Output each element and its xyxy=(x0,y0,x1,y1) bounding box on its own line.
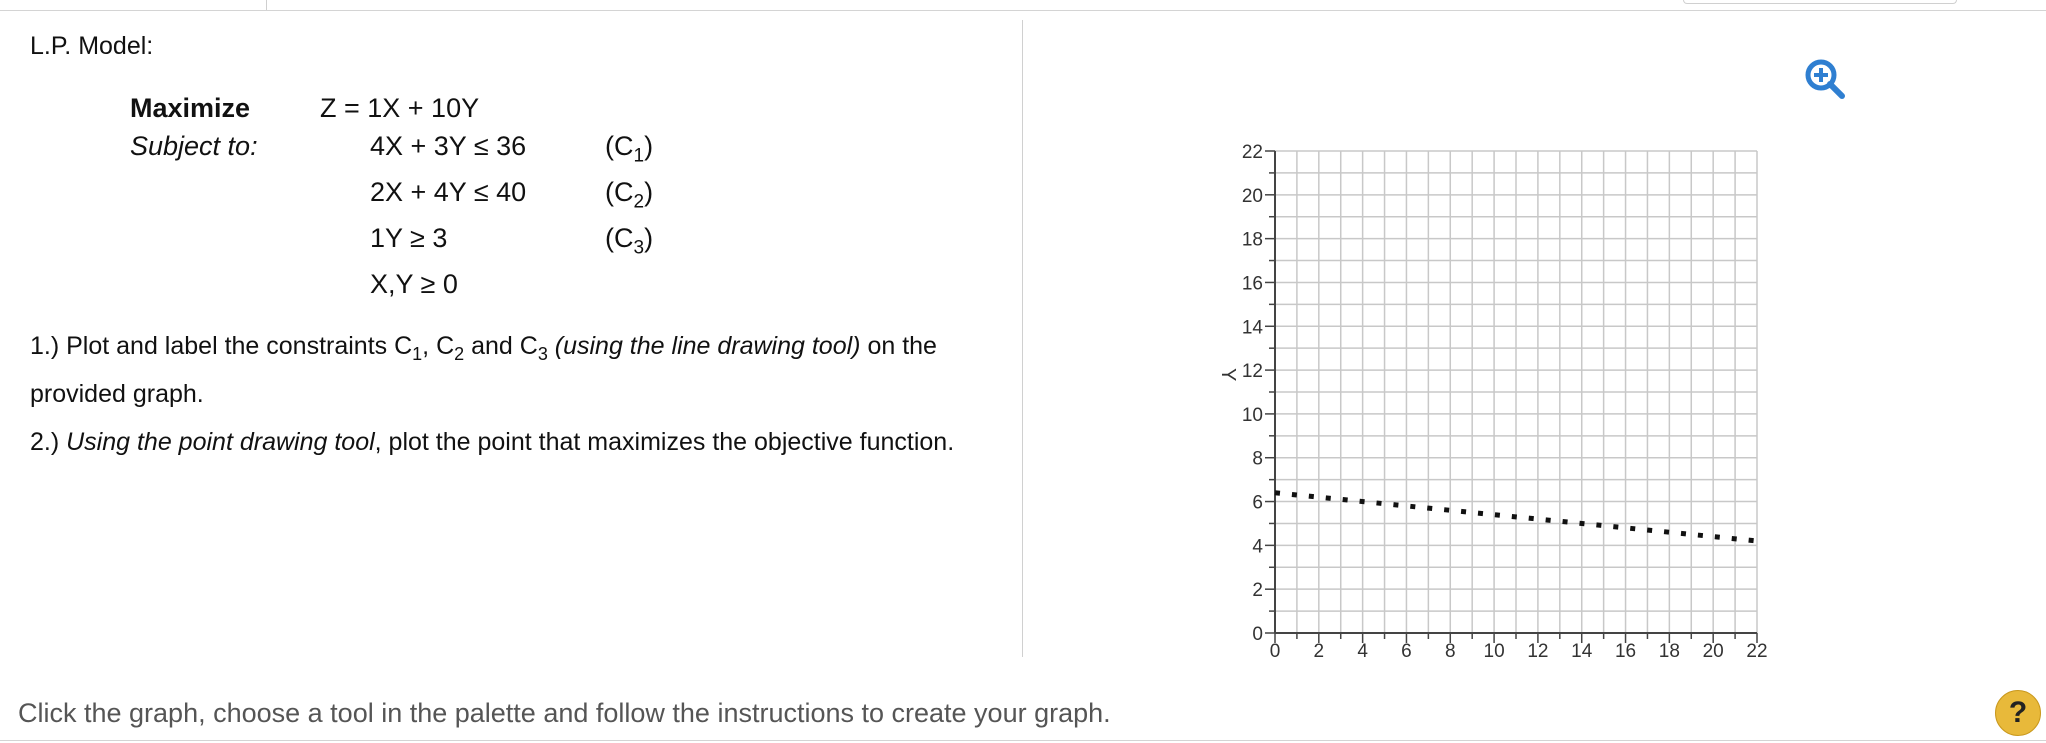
x-tick-label: 20 xyxy=(1702,641,1724,660)
x-tick-label: 4 xyxy=(1357,641,1368,660)
graph-tick-labels xyxy=(1242,142,1768,660)
x-tick-label: 12 xyxy=(1527,641,1549,660)
y-tick-label: 6 xyxy=(1252,492,1263,514)
constraint-2-expr: 2X + 4Y ≤ 40 xyxy=(370,177,527,207)
x-tick-label: 6 xyxy=(1401,641,1412,660)
model-title: L.P. Model: xyxy=(30,32,154,60)
y-tick-label: 0 xyxy=(1252,624,1263,645)
instruction-1: 1.) Plot and label the constraints $C_1$, $C_2$ and $C_3$ (using the line drawing tool) on the provided graph. xyxy=(30,332,937,408)
x-tick-label: 16 xyxy=(1614,641,1637,660)
top-tab-edge xyxy=(1683,0,1957,4)
y-tick-label: 2 xyxy=(1252,580,1263,602)
zoom-in-icon xyxy=(1804,58,1846,100)
tab-divider xyxy=(266,0,267,10)
bottom-border xyxy=(0,740,2046,741)
x-tick-label: 18 xyxy=(1658,641,1680,660)
y-axis-label: Y xyxy=(1217,368,1239,382)
status-text: Click the graph, choose a tool in the palette and follow the instructions to create your graph. xyxy=(18,698,1111,728)
subject-to-label: Subject to: xyxy=(130,131,258,161)
y-tick-label: 22 xyxy=(1241,142,1263,163)
constraint-1-label: $(C_1)$ xyxy=(605,131,654,167)
constraint-3-label: $(C_3)$ xyxy=(605,223,654,259)
y-tick-label: 16 xyxy=(1241,273,1263,295)
instruction-2: 2.) Using the point drawing tool, plot the point that maximizes the objective function. xyxy=(30,428,955,456)
graph-axes xyxy=(1265,151,1757,643)
x-tick-label: 0 xyxy=(1269,641,1281,660)
y-tick-label: 10 xyxy=(1241,404,1263,426)
help-button[interactable]: ? xyxy=(1995,690,2041,736)
y-tick-label: 8 xyxy=(1252,448,1263,470)
y-tick-label: 12 xyxy=(1241,361,1263,383)
x-tick-label: 8 xyxy=(1444,641,1456,660)
constraint-2-label: $(C_2)$ xyxy=(605,177,654,213)
y-tick-label: 20 xyxy=(1241,185,1263,207)
top-border xyxy=(0,10,2046,11)
y-tick-label: 4 xyxy=(1252,536,1263,558)
y-tick-label: 18 xyxy=(1241,229,1263,251)
x-tick-label: 22 xyxy=(1746,641,1768,660)
constraint-3-expr: 1Y ≥ 3 xyxy=(370,223,448,253)
objective-function: Z = 1X + 10Y xyxy=(320,93,480,123)
panel-divider xyxy=(1022,20,1023,657)
nonnegativity-constraint: X,Y ≥ 0 xyxy=(370,269,458,299)
constraint-1-expr: 4X + 3Y ≤ 36 xyxy=(370,131,527,161)
y-tick-label: 14 xyxy=(1241,317,1263,339)
x-tick-label: 2 xyxy=(1313,641,1325,660)
zoom-button[interactable] xyxy=(1804,58,1846,100)
lp-graph[interactable] xyxy=(1190,80,1830,660)
x-tick-label: 10 xyxy=(1483,641,1505,660)
graph-grid xyxy=(1275,151,1757,633)
x-tick-label: 14 xyxy=(1571,641,1593,660)
maximize-label: Maximize xyxy=(130,93,251,123)
